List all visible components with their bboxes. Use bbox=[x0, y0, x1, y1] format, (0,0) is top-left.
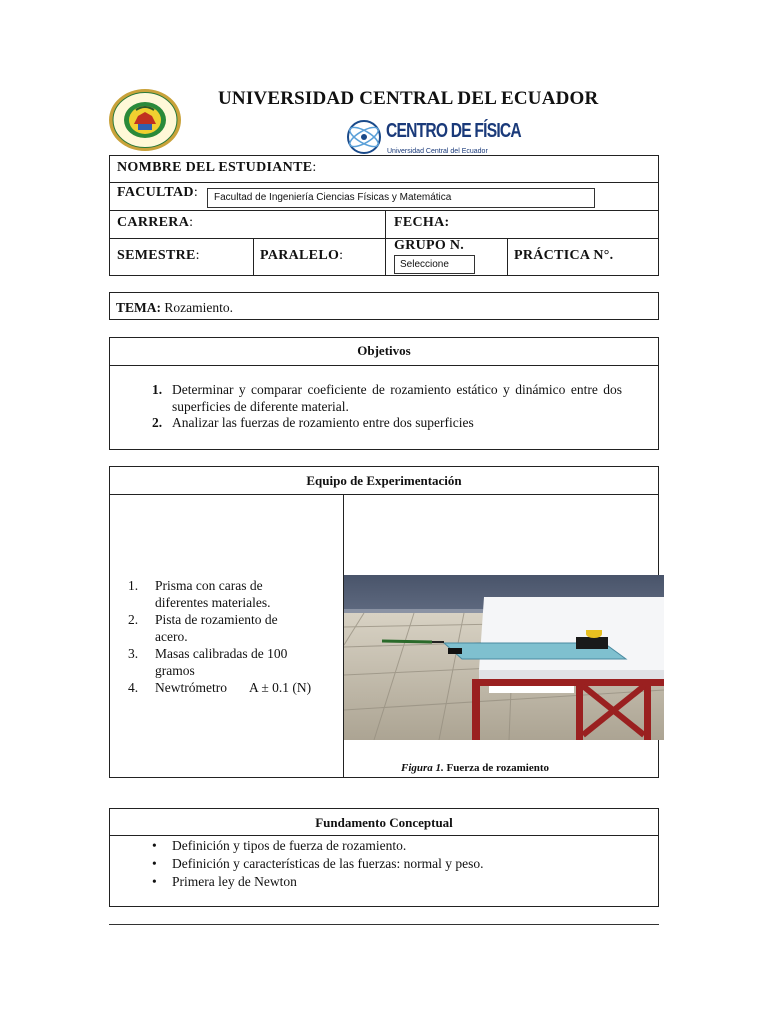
grupo-label: GRUPO N. bbox=[394, 238, 465, 253]
tema-line: TEMA: Rozamiento. bbox=[116, 300, 233, 315]
objetivo-item-1: 1. Determinar y comparar coeficiente de rozamiento estático y dinámico entre dos superficies de diferente material. bbox=[152, 382, 622, 414]
facultad-label: FACULTAD: bbox=[117, 185, 199, 200]
fecha-label: FECHA: bbox=[394, 215, 450, 230]
figure-caption: Figura 1. Fuerza de rozamiento bbox=[401, 762, 549, 774]
equipo-item-4: 4. Newtrómetro A ± 0.1 (N) bbox=[128, 680, 312, 695]
fundamento-heading: Fundamento Conceptual bbox=[315, 815, 453, 830]
bullet-icon: • bbox=[152, 874, 157, 889]
facultad-select[interactable]: Facultad de Ingeniería Ciencias Físicas y Matemática bbox=[207, 188, 595, 208]
fundamento-item-2: • Definición y características de las fuerzas: normal y peso. bbox=[152, 856, 484, 871]
equipo-item-2: 2. Pista de rozamiento de acero. bbox=[128, 612, 278, 644]
atom-icon bbox=[345, 118, 383, 156]
fundamento-list bbox=[152, 838, 642, 892]
bullet-icon: • bbox=[152, 856, 157, 871]
centro-logo-subtext: Universidad Central del Ecuador bbox=[387, 148, 488, 155]
friction-simulation-figure bbox=[344, 575, 664, 740]
bullet-icon: • bbox=[152, 838, 157, 853]
carrera-label: CARRERA: bbox=[117, 215, 194, 230]
paralelo-label: PARALELO: bbox=[260, 248, 344, 263]
fundamento-item-3: • Primera ley de Newton bbox=[152, 874, 297, 889]
nombre-label: NOMBRE DEL ESTUDIANTE: bbox=[117, 160, 317, 175]
semestre-label: SEMESTRE: bbox=[117, 248, 200, 263]
equipo-item-1: 1. Prisma con caras de diferentes materiales. bbox=[128, 578, 271, 610]
equipo-list bbox=[128, 578, 338, 698]
objetivo-item-2: 2. Analizar las fuerzas de rozamiento entre dos superficies bbox=[152, 415, 474, 430]
equipo-heading: Equipo de Experimentación bbox=[306, 473, 462, 488]
grupo-select[interactable]: Seleccione bbox=[394, 255, 475, 274]
practica-label: PRÁCTICA N°. bbox=[514, 248, 614, 263]
fundamento-item-1: • Definición y tipos de fuerza de rozamiento. bbox=[152, 838, 407, 853]
equipo-item-3: 3. Masas calibradas de 100 gramos bbox=[128, 646, 288, 678]
university-seal-logo bbox=[108, 88, 182, 152]
centro-de-fisica-logo bbox=[345, 118, 521, 158]
objetivos-heading: Objetivos bbox=[357, 343, 411, 358]
university-title: UNIVERSIDAD CENTRAL DEL ECUADOR bbox=[218, 88, 599, 109]
footer-rule bbox=[109, 924, 659, 925]
centro-logo-text: CENTRO DE FÍSICA bbox=[386, 120, 521, 142]
